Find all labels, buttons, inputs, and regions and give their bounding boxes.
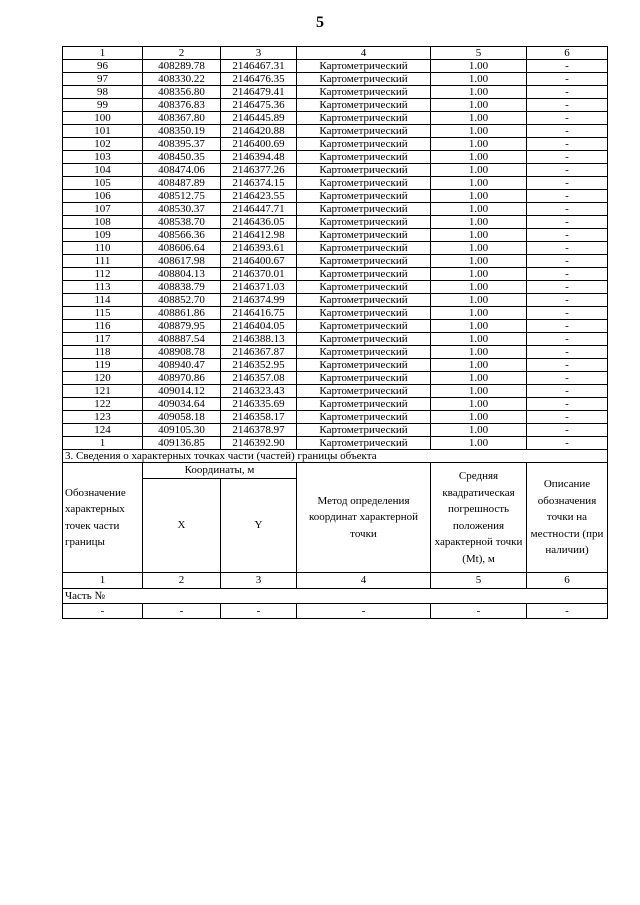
y-coordinate-cell: 2146476.35 <box>221 73 297 86</box>
point-number-cell: 116 <box>63 320 143 333</box>
description-cell: - <box>527 424 608 437</box>
point-number-cell: 122 <box>63 398 143 411</box>
description-cell: - <box>527 112 608 125</box>
point-designation-header-text: Обозначение характерных точек части границы <box>65 486 126 548</box>
x-coordinate-cell: 408367.80 <box>143 112 221 125</box>
coordinates-table <box>62 46 608 619</box>
description-cell: - <box>527 359 608 372</box>
error-cell: 1.00 <box>431 177 527 190</box>
y-coordinate-cell: 2146416.75 <box>221 307 297 320</box>
y-coordinate-cell: 2146394.48 <box>221 151 297 164</box>
x-coordinate-cell: 408376.83 <box>143 99 221 112</box>
table-row <box>63 359 608 372</box>
table-row <box>63 86 608 99</box>
point-number-cell: 114 <box>63 294 143 307</box>
x-coordinate-cell: 409105.30 <box>143 424 221 437</box>
x-coordinate-cell: 409034.64 <box>143 398 221 411</box>
error-cell: 1.00 <box>431 359 527 372</box>
x-coordinate-cell: 408395.37 <box>143 138 221 151</box>
table-row <box>63 73 608 86</box>
table-row <box>63 294 608 307</box>
section-3-number-row <box>63 573 608 589</box>
table-row <box>63 307 608 320</box>
y-coordinate-cell: 2146371.03 <box>221 281 297 294</box>
x-coordinate-cell: 409136.85 <box>143 437 221 450</box>
x-coordinate-cell: 408970.86 <box>143 372 221 385</box>
x-coordinate-cell: 408606.64 <box>143 242 221 255</box>
method-cell: Картометрический <box>297 138 431 151</box>
method-cell: Картометрический <box>297 359 431 372</box>
method-cell: Картометрический <box>297 177 431 190</box>
x-coordinate-cell: 408852.70 <box>143 294 221 307</box>
error-cell: 1.00 <box>431 86 527 99</box>
description-cell: - <box>527 60 608 73</box>
column-number-1: 1 <box>63 47 143 60</box>
table-row <box>63 255 608 268</box>
x-coordinate-cell: 408350.19 <box>143 125 221 138</box>
error-cell: 1.00 <box>431 333 527 346</box>
x-coordinate-cell: 408838.79 <box>143 281 221 294</box>
method-cell: Картометрический <box>297 268 431 281</box>
part-label: Часть № <box>63 589 608 604</box>
point-number-cell: 96 <box>63 60 143 73</box>
method-cell: Картометрический <box>297 398 431 411</box>
table-row <box>63 268 608 281</box>
error-cell: 1.00 <box>431 320 527 333</box>
description-cell: - <box>527 164 608 177</box>
x-coordinate-cell: 408861.86 <box>143 307 221 320</box>
description-cell: - <box>527 229 608 242</box>
x-coordinate-cell: 408940.47 <box>143 359 221 372</box>
method-header: Метод определения координат характерной точки <box>297 463 431 573</box>
point-number-cell: 100 <box>63 112 143 125</box>
point-number-cell: 111 <box>63 255 143 268</box>
method-cell: Картометрический <box>297 424 431 437</box>
y-coordinate-cell: 2146374.99 <box>221 294 297 307</box>
empty-cell-5: - <box>431 604 527 619</box>
section-3-header-row-1 <box>63 463 608 479</box>
table-row <box>63 177 608 190</box>
table-row <box>63 99 608 112</box>
description-cell: - <box>527 294 608 307</box>
y-coordinate-cell: 2146323.43 <box>221 385 297 398</box>
error-cell: 1.00 <box>431 255 527 268</box>
method-cell: Картометрический <box>297 281 431 294</box>
description-cell: - <box>527 320 608 333</box>
point-number-cell: 123 <box>63 411 143 424</box>
description-cell: - <box>527 346 608 359</box>
method-cell: Картометрический <box>297 190 431 203</box>
description-cell: - <box>527 398 608 411</box>
method-cell: Картометрический <box>297 125 431 138</box>
page-number: 5 <box>316 14 324 31</box>
empty-cell-3: - <box>221 604 297 619</box>
description-cell: - <box>527 268 608 281</box>
error-cell: 1.00 <box>431 424 527 437</box>
error-cell: 1.00 <box>431 151 527 164</box>
point-number-cell: 99 <box>63 99 143 112</box>
point-number-cell: 102 <box>63 138 143 151</box>
y-coordinate-cell: 2146335.69 <box>221 398 297 411</box>
section-3-number-2: 2 <box>143 573 221 589</box>
section-3-body <box>63 450 608 619</box>
y-coordinate-cell: 2146367.87 <box>221 346 297 359</box>
y-coordinate-cell: 2146378.97 <box>221 424 297 437</box>
table-row <box>63 437 608 450</box>
point-number-cell: 103 <box>63 151 143 164</box>
method-cell: Картометрический <box>297 411 431 424</box>
y-coordinate-cell: 2146447.71 <box>221 203 297 216</box>
method-cell: Картометрический <box>297 86 431 99</box>
x-coordinate-cell: 409014.12 <box>143 385 221 398</box>
table-row <box>63 164 608 177</box>
error-cell: 1.00 <box>431 138 527 151</box>
point-number-cell: 119 <box>63 359 143 372</box>
error-cell: 1.00 <box>431 164 527 177</box>
table-row <box>63 60 608 73</box>
empty-part-row <box>63 604 608 619</box>
description-cell: - <box>527 73 608 86</box>
table-row <box>63 151 608 164</box>
point-number-cell: 106 <box>63 190 143 203</box>
method-cell: Картометрический <box>297 60 431 73</box>
table-row <box>63 242 608 255</box>
y-coordinate-cell: 2146374.15 <box>221 177 297 190</box>
point-number-cell: 107 <box>63 203 143 216</box>
point-number-cell: 110 <box>63 242 143 255</box>
point-number-cell: 105 <box>63 177 143 190</box>
y-coordinate-cell: 2146370.01 <box>221 268 297 281</box>
description-cell: - <box>527 86 608 99</box>
table-row <box>63 112 608 125</box>
description-cell: - <box>527 385 608 398</box>
error-cell: 1.00 <box>431 398 527 411</box>
method-cell: Картометрический <box>297 320 431 333</box>
error-cell: 1.00 <box>431 190 527 203</box>
error-cell: 1.00 <box>431 268 527 281</box>
point-number-cell: 115 <box>63 307 143 320</box>
x-header: X <box>143 479 221 573</box>
point-number-cell: 121 <box>63 385 143 398</box>
y-header: Y <box>221 479 297 573</box>
section-3-number-1: 1 <box>63 573 143 589</box>
y-coordinate-cell: 2146404.05 <box>221 320 297 333</box>
y-coordinate-cell: 2146475.36 <box>221 99 297 112</box>
method-cell: Картометрический <box>297 99 431 112</box>
y-coordinate-cell: 2146436.05 <box>221 216 297 229</box>
table-row <box>63 411 608 424</box>
error-cell: 1.00 <box>431 281 527 294</box>
method-cell: Картометрический <box>297 307 431 320</box>
description-cell: - <box>527 177 608 190</box>
description-cell: - <box>527 333 608 346</box>
method-cell: Картометрический <box>297 229 431 242</box>
empty-cell-1: - <box>63 604 143 619</box>
description-cell: - <box>527 437 608 450</box>
table-row <box>63 281 608 294</box>
x-coordinate-cell: 408617.98 <box>143 255 221 268</box>
method-cell: Картометрический <box>297 151 431 164</box>
error-cell: 1.00 <box>431 112 527 125</box>
point-number-cell: 109 <box>63 229 143 242</box>
point-number-cell: 117 <box>63 333 143 346</box>
table-row <box>63 346 608 359</box>
point-number-cell: 118 <box>63 346 143 359</box>
x-coordinate-cell: 408330.22 <box>143 73 221 86</box>
error-cell: 1.00 <box>431 372 527 385</box>
table-row <box>63 398 608 411</box>
error-cell: 1.00 <box>431 242 527 255</box>
column-number-5: 5 <box>431 47 527 60</box>
y-coordinate-cell: 2146400.69 <box>221 138 297 151</box>
section-3-number-3: 3 <box>221 573 297 589</box>
point-number-cell: 104 <box>63 164 143 177</box>
x-coordinate-cell: 408450.35 <box>143 151 221 164</box>
empty-cell-2: - <box>143 604 221 619</box>
method-cell: Картометрический <box>297 112 431 125</box>
method-cell: Картометрический <box>297 164 431 177</box>
y-coordinate-cell: 2146388.13 <box>221 333 297 346</box>
table-row <box>63 424 608 437</box>
x-coordinate-cell: 408289.78 <box>143 60 221 73</box>
y-coordinate-cell: 2146392.90 <box>221 437 297 450</box>
description-cell: - <box>527 151 608 164</box>
section-3-number-6: 6 <box>527 573 608 589</box>
point-designation-header <box>63 463 143 573</box>
x-coordinate-cell: 408487.89 <box>143 177 221 190</box>
point-number-cell: 97 <box>63 73 143 86</box>
error-header: Средняя квадратическая погрешность положения характерной точки (Mt), м <box>431 463 527 573</box>
table-row <box>63 190 608 203</box>
description-cell: - <box>527 372 608 385</box>
y-coordinate-cell: 2146357.08 <box>221 372 297 385</box>
error-cell: 1.00 <box>431 203 527 216</box>
x-coordinate-cell: 408804.13 <box>143 268 221 281</box>
description-cell: - <box>527 125 608 138</box>
description-cell: - <box>527 216 608 229</box>
section-3-number-5: 5 <box>431 573 527 589</box>
part-label-row <box>63 589 608 604</box>
description-cell: - <box>527 138 608 151</box>
point-number-cell: 98 <box>63 86 143 99</box>
x-coordinate-cell: 408887.54 <box>143 333 221 346</box>
error-cell: 1.00 <box>431 216 527 229</box>
error-cell: 1.00 <box>431 437 527 450</box>
method-cell: Картометрический <box>297 203 431 216</box>
description-cell: - <box>527 99 608 112</box>
y-coordinate-cell: 2146467.31 <box>221 60 297 73</box>
section-3-title-row <box>63 450 608 463</box>
x-coordinate-cell: 408512.75 <box>143 190 221 203</box>
y-coordinate-cell: 2146358.17 <box>221 411 297 424</box>
error-cell: 1.00 <box>431 294 527 307</box>
point-number-cell: 124 <box>63 424 143 437</box>
error-cell: 1.00 <box>431 125 527 138</box>
x-coordinate-cell: 408879.95 <box>143 320 221 333</box>
point-number-cell: 120 <box>63 372 143 385</box>
y-coordinate-cell: 2146445.89 <box>221 112 297 125</box>
description-cell: - <box>527 307 608 320</box>
table-row <box>63 216 608 229</box>
method-cell: Картометрический <box>297 372 431 385</box>
description-cell: - <box>527 242 608 255</box>
method-cell: Картометрический <box>297 255 431 268</box>
description-cell: - <box>527 411 608 424</box>
column-number-2: 2 <box>143 47 221 60</box>
error-cell: 1.00 <box>431 385 527 398</box>
column-number-3: 3 <box>221 47 297 60</box>
x-coordinate-cell: 408530.37 <box>143 203 221 216</box>
x-coordinate-cell: 409058.18 <box>143 411 221 424</box>
error-cell: 1.00 <box>431 307 527 320</box>
error-cell: 1.00 <box>431 99 527 112</box>
column-number-4: 4 <box>297 47 431 60</box>
y-coordinate-cell: 2146479.41 <box>221 86 297 99</box>
table-row <box>63 320 608 333</box>
method-cell: Картометрический <box>297 346 431 359</box>
error-cell: 1.00 <box>431 73 527 86</box>
y-coordinate-cell: 2146423.55 <box>221 190 297 203</box>
column-number-6: 6 <box>527 47 608 60</box>
table-row <box>63 385 608 398</box>
table-row <box>63 333 608 346</box>
y-coordinate-cell: 2146420.88 <box>221 125 297 138</box>
table-row <box>63 203 608 216</box>
y-coordinate-cell: 2146352.95 <box>221 359 297 372</box>
description-cell: - <box>527 255 608 268</box>
description-cell: - <box>527 281 608 294</box>
method-cell: Картометрический <box>297 73 431 86</box>
empty-cell-4: - <box>297 604 431 619</box>
method-cell: Картометрический <box>297 242 431 255</box>
table-row <box>63 138 608 151</box>
y-coordinate-cell: 2146412.98 <box>221 229 297 242</box>
coordinates-header: Координаты, м <box>143 463 297 479</box>
point-number-cell: 101 <box>63 125 143 138</box>
point-number-cell: 112 <box>63 268 143 281</box>
description-cell: - <box>527 190 608 203</box>
table-row <box>63 372 608 385</box>
table-row <box>63 229 608 242</box>
x-coordinate-cell: 408356.80 <box>143 86 221 99</box>
y-coordinate-cell: 2146377.26 <box>221 164 297 177</box>
method-cell: Картометрический <box>297 216 431 229</box>
description-header: Описание обозначения точки на местности (при наличии) <box>527 463 608 573</box>
x-coordinate-cell: 408566.36 <box>143 229 221 242</box>
method-cell: Картометрический <box>297 333 431 346</box>
coordinates-table-body <box>63 47 608 450</box>
point-number-cell: 108 <box>63 216 143 229</box>
y-coordinate-cell: 2146393.61 <box>221 242 297 255</box>
error-cell: 1.00 <box>431 346 527 359</box>
x-coordinate-cell: 408474.06 <box>143 164 221 177</box>
error-cell: 1.00 <box>431 60 527 73</box>
y-coordinate-cell: 2146400.67 <box>221 255 297 268</box>
method-cell: Картометрический <box>297 385 431 398</box>
error-cell: 1.00 <box>431 229 527 242</box>
method-cell: Картометрический <box>297 294 431 307</box>
x-coordinate-cell: 408908.78 <box>143 346 221 359</box>
empty-cell-6: - <box>527 604 608 619</box>
section-3-number-4: 4 <box>297 573 431 589</box>
x-coordinate-cell: 408538.70 <box>143 216 221 229</box>
table-row <box>63 125 608 138</box>
method-cell: Картометрический <box>297 437 431 450</box>
section-3-title: 3. Сведения о характерных точках части (частей) границы объекта <box>63 450 608 463</box>
column-number-row <box>63 47 608 60</box>
point-number-cell: 113 <box>63 281 143 294</box>
description-cell: - <box>527 203 608 216</box>
point-number-cell: 1 <box>63 437 143 450</box>
error-cell: 1.00 <box>431 411 527 424</box>
